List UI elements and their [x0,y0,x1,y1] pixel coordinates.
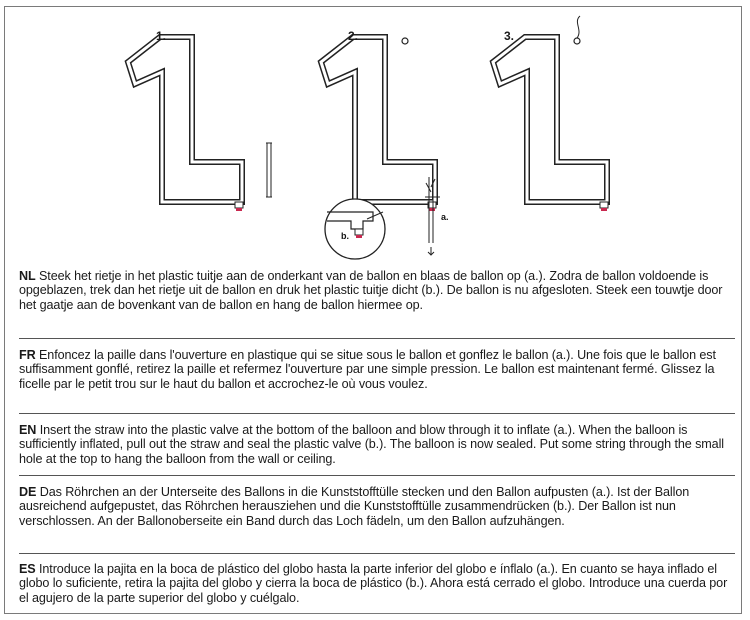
divider [19,413,735,414]
divider [19,475,735,476]
lang-code: EN [19,423,37,437]
instruction-text: Das Röhrchen an der Unterseite des Ballons in die Kunststofftülle stecken und den Ballon aufpusten (a.). Ist der Ballon ausreichend aufgepustet, das Röhrchen herausziehen und die Kunststofftülle zusammendrücken (b.). Der Ballon ist nun verschlossen. An der Ballonoberseite ein Band durch das Loch fädeln, um den Ballon aufzuhängen. [19,485,690,528]
balloon-step-2 [321,37,436,211]
lang-code: FR [19,348,36,362]
section-fr [19,348,733,391]
section-en [19,423,733,466]
lang-code: DE [19,485,37,499]
section-de [19,485,733,528]
callout-b: b. [341,231,349,241]
divider [19,338,735,339]
balloon-step-3 [493,16,608,211]
balloon-step-1 [128,37,243,211]
callout-a: a. [441,212,449,222]
section-es [19,562,733,605]
lang-code: NL [19,269,36,283]
lang-code: ES [19,562,36,576]
step-1-label: 1. [156,29,167,43]
balloon-illustration [5,7,743,265]
zoom-detail-circle [325,199,385,259]
instruction-card [4,6,742,614]
instruction-text: Steek het rietje in het plastic tuitje aan de onderkant van de ballon en blaas de ballon op (a.). Zodra de ballon voldoende is opgeblazen, trek dan het rietje uit de ballon en druk het plastic tuitje dicht (b.). De ballon is nu afgesloten. Steek een touwtje door het gaatje aan de bovenkant van de ballon en hang de ballon hiermee op. [19,269,723,312]
instruction-text: Introduce la pajita en la boca de plástico del globo hasta la parte inferior del globo e ínflalo (a.). En cuanto se haya inflado el globo lo suficiente, retira la pajita del globo y cierra la boca de plástico (b.). Ahora está cerrado el globo. Introduce una cuerda por el agujero de la parte superior del globo y cuélgalo. [19,562,728,605]
instruction-text: Insert the straw into the plastic valve at the bottom of the balloon and blow through it to inflate (a.). When the balloon is sufficiently inflated, pull out the straw and seal the plastic valve (b.). The balloon is now sealed. Put some string through the small hole at the top to hang the balloon from the wall or ceiling. [19,423,724,466]
divider [19,553,735,554]
section-nl [19,269,733,312]
step-2-label: 2. [348,29,359,43]
instruction-text: Enfoncez la paille dans l'ouverture en plastique qui se situe sous le ballon et gonflez le ballon (a.). Une fois que le ballon est suffisamment gonflé, retirez la paille et refermez l'ouverture par une simple pression. Le ballon est maintenant fermé. Glissez la ficelle par le petit trou sur le haut du ballon et accrochez-le où vous voulez. [19,348,716,391]
straw [266,143,272,197]
step-3-label: 3. [504,29,515,43]
